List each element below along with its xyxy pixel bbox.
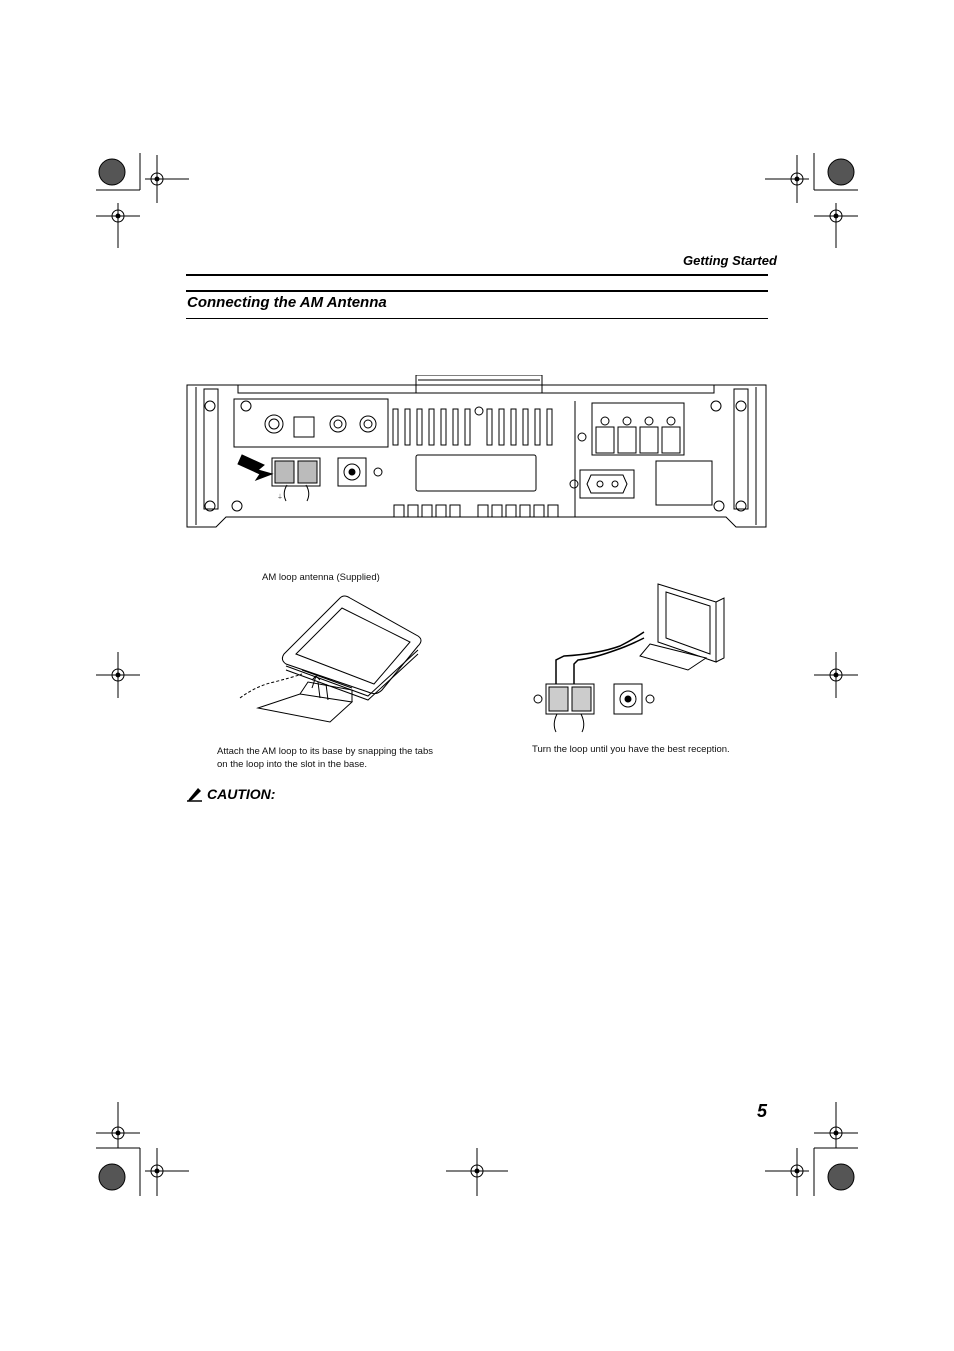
loop-antenna-assembly-illustration (232, 590, 432, 730)
rear-panel-illustration (186, 375, 768, 535)
page-number: 5 (757, 1101, 768, 1121)
caution-heading (186, 786, 275, 802)
svg-text:⏚: ⏚ (277, 495, 284, 501)
title-rule-bottom (186, 318, 768, 319)
turn-caption: Turn the loop until you have the best reception. (532, 744, 730, 755)
header-rule (186, 274, 768, 276)
loop-connection-illustration (528, 572, 758, 752)
attach-caption: Attach the AM loop to its base by snapping the tabs on the loop into the slot in the base. (217, 746, 433, 770)
pencil-note-icon (186, 786, 204, 802)
title-rule-top (186, 290, 768, 292)
caution-label: CAUTION: (207, 786, 276, 802)
page-title: Connecting the AM Antenna (187, 294, 387, 311)
supplied-caption: AM loop antenna (Supplied) (262, 572, 380, 583)
section-header: Getting Started (683, 253, 777, 268)
